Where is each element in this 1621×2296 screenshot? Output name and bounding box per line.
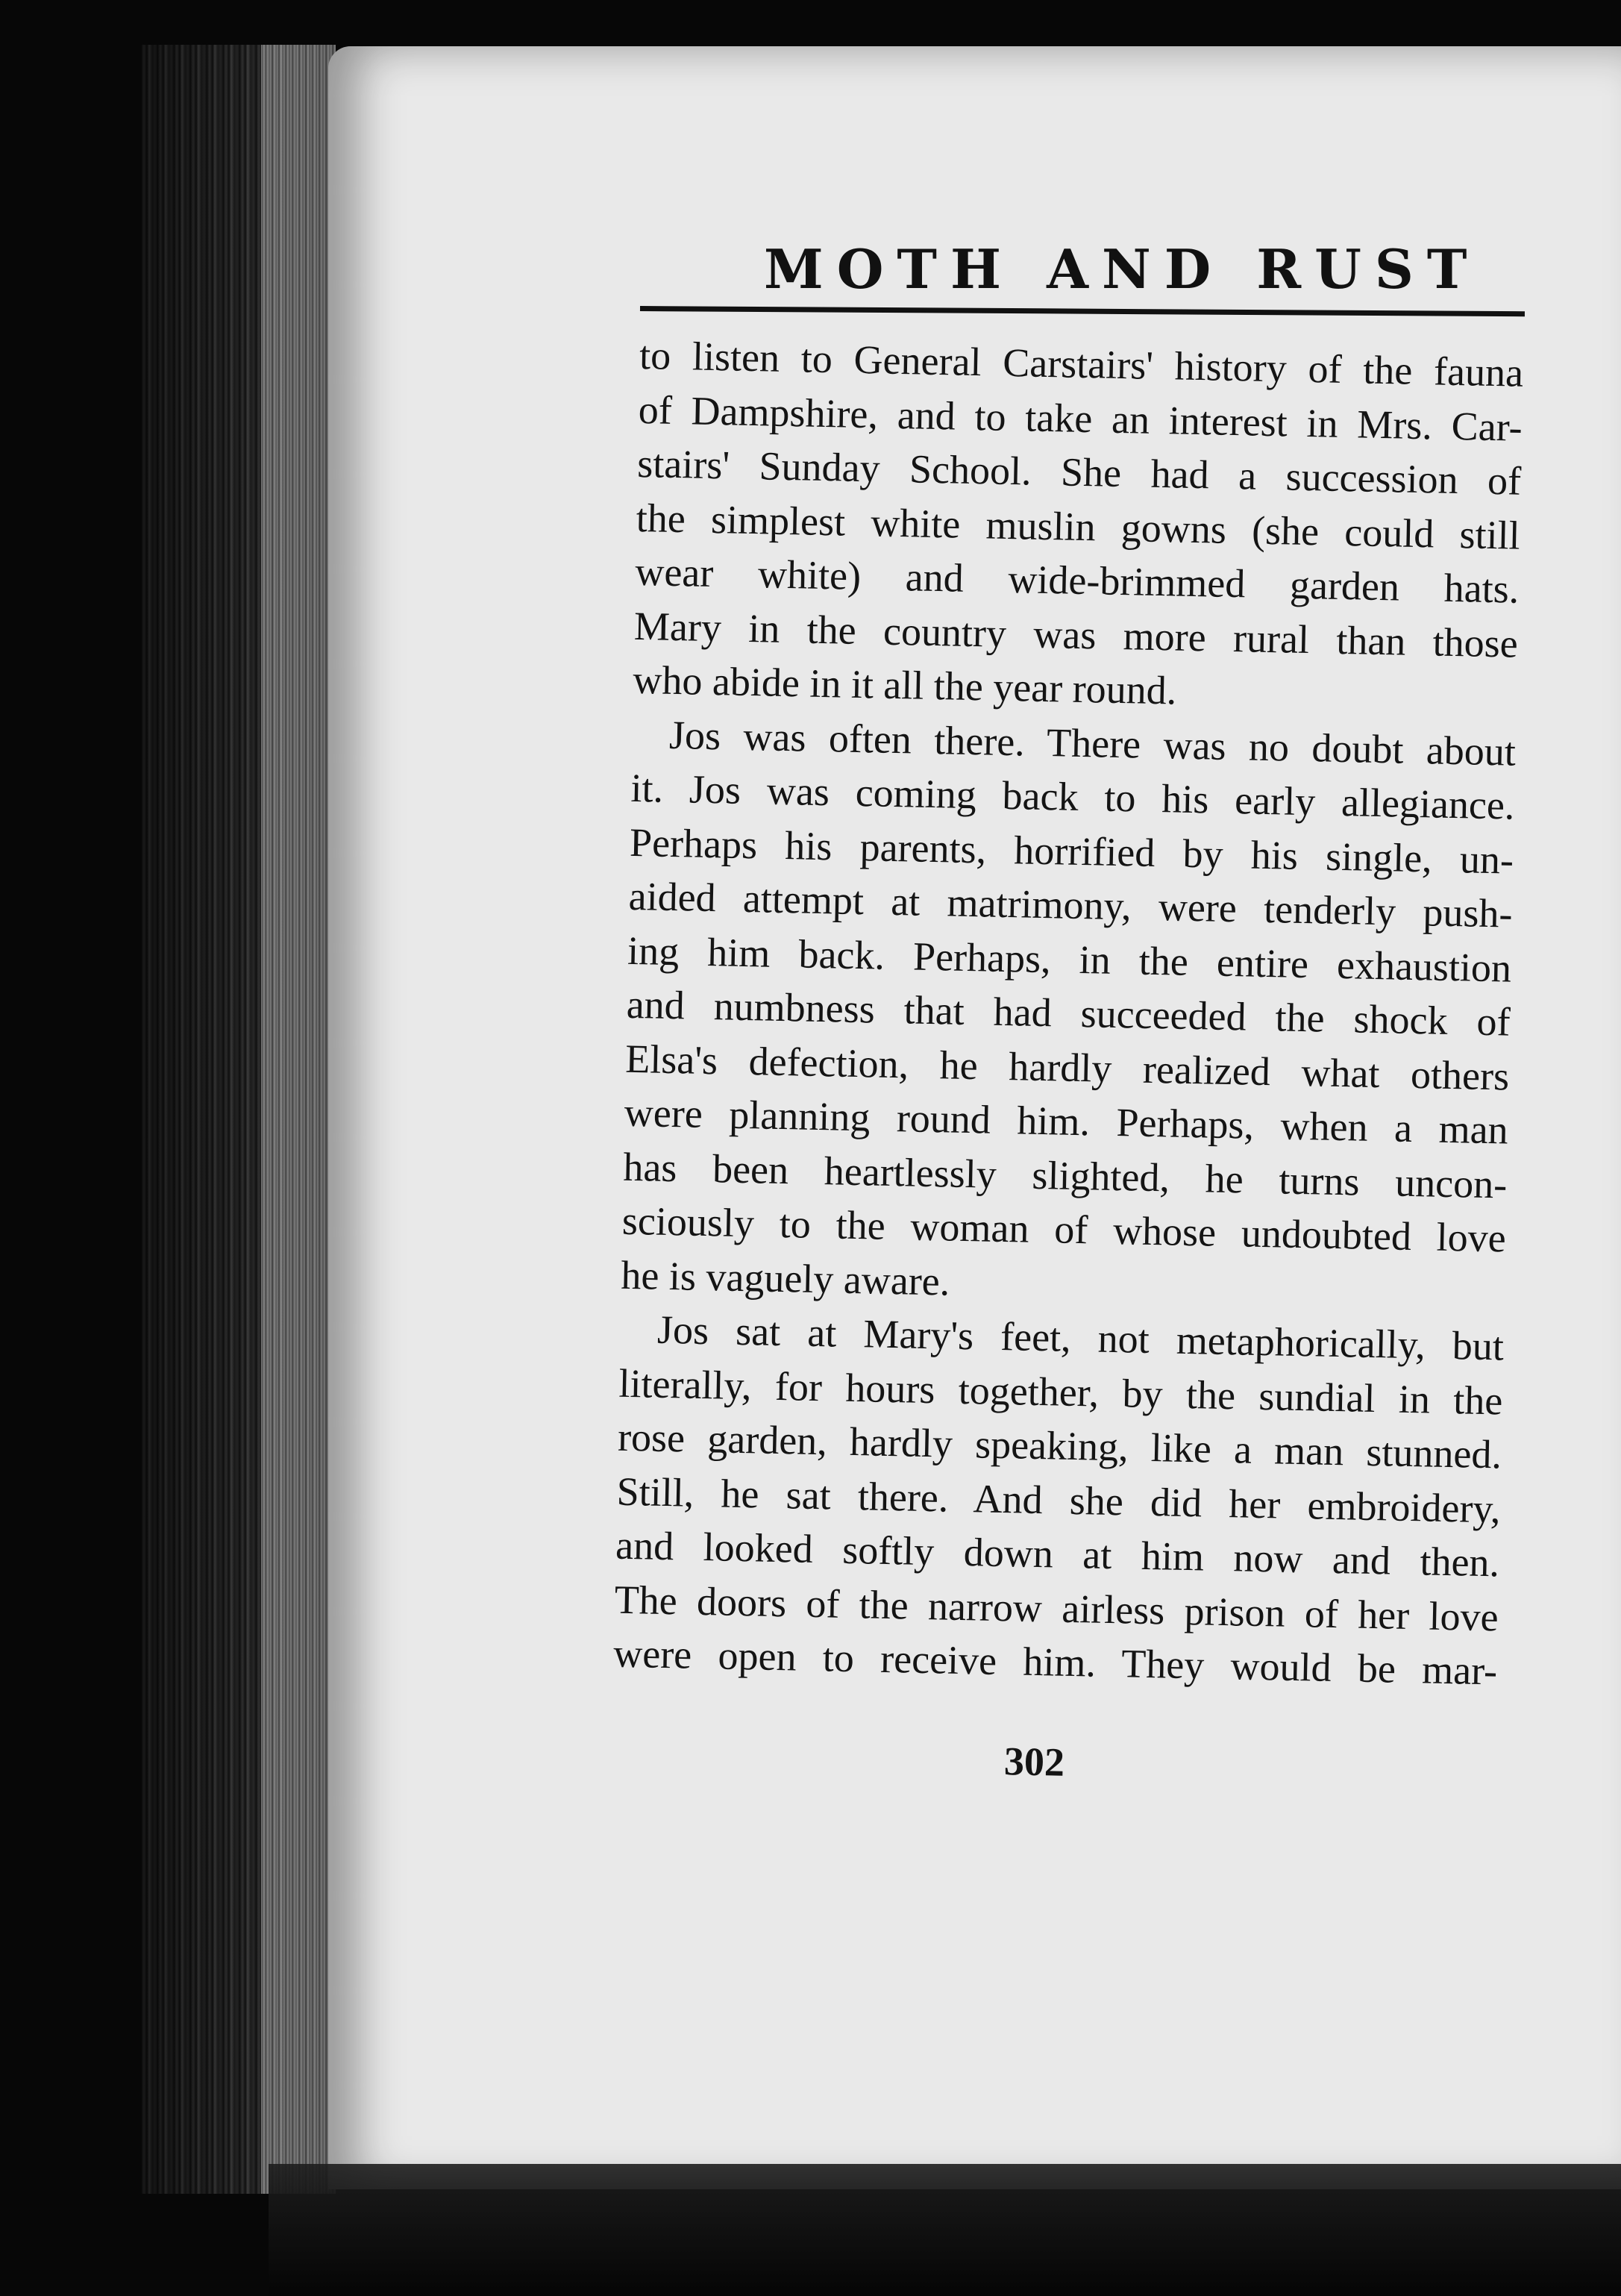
page-edges — [261, 45, 336, 2194]
text-line: the simplest white muslin gowns (she could still — [636, 495, 1521, 558]
text-line: and looked softly down at him now and then. — [615, 1522, 1500, 1586]
text-line: has been heartlessly slighted, he turns uncon- — [622, 1144, 1508, 1207]
text-line: aided attempt at matrimony, were tenderly push- — [628, 873, 1514, 936]
text-line: stairs' Sunday School. She had a succession of — [636, 440, 1522, 504]
paragraph — [613, 1302, 1505, 1698]
text-line: Elsa's defection, he hardly realized what others — [624, 1036, 1510, 1099]
text-line: were open to receive him. They would be mar- — [612, 1630, 1498, 1694]
text-line: Jos sat at Mary's feet, not metaphorically, but — [656, 1307, 1505, 1369]
text-line: Jos was often there. There was no doubt about — [668, 712, 1517, 775]
text-line: sciously to the woman of whose undoubted love — [621, 1198, 1507, 1261]
text-line: were planning round him. Perhaps, when a man — [624, 1089, 1509, 1153]
text-line: to listen to General Carstairs' history of the fauna — [639, 332, 1524, 395]
page-number: 302 — [1003, 1739, 1065, 1785]
text-line: rose garden, hardly speaking, like a man stunned. — [617, 1414, 1502, 1477]
text-line: Perhaps his parents, horrified by his single, un- — [629, 819, 1514, 883]
paragraph — [633, 328, 1524, 725]
running-head: MOTH AND RUST — [764, 237, 1481, 301]
text-line: ing him back. Perhaps, in the entire exhaustion — [627, 928, 1512, 991]
text-line: he is vaguely aware. — [620, 1252, 950, 1304]
text-line: it. Jos was coming back to his early allegiance. — [630, 765, 1516, 828]
text-line: who abide in it all the year round. — [632, 657, 1177, 713]
text-line: of Dampshire, and to take an interest in Mrs. Car- — [638, 387, 1523, 450]
text-line: literally, for hours together, by the sundial in the — [618, 1360, 1503, 1423]
bottom-shadow — [269, 2164, 1621, 2296]
text-line: wear white) and wide-brimmed garden hats. — [634, 548, 1520, 612]
text-line: The doors of the narrow airless prison of her love — [614, 1577, 1499, 1639]
text-line: Still, he sat there. And she did her embroidery, — [616, 1468, 1502, 1531]
paragraph — [621, 707, 1517, 1319]
page-body-text — [613, 328, 1524, 1698]
text-line: and numbness that had succeeded the shock of — [626, 981, 1511, 1045]
text-line: Mary in the country was more rural than those — [633, 603, 1519, 666]
